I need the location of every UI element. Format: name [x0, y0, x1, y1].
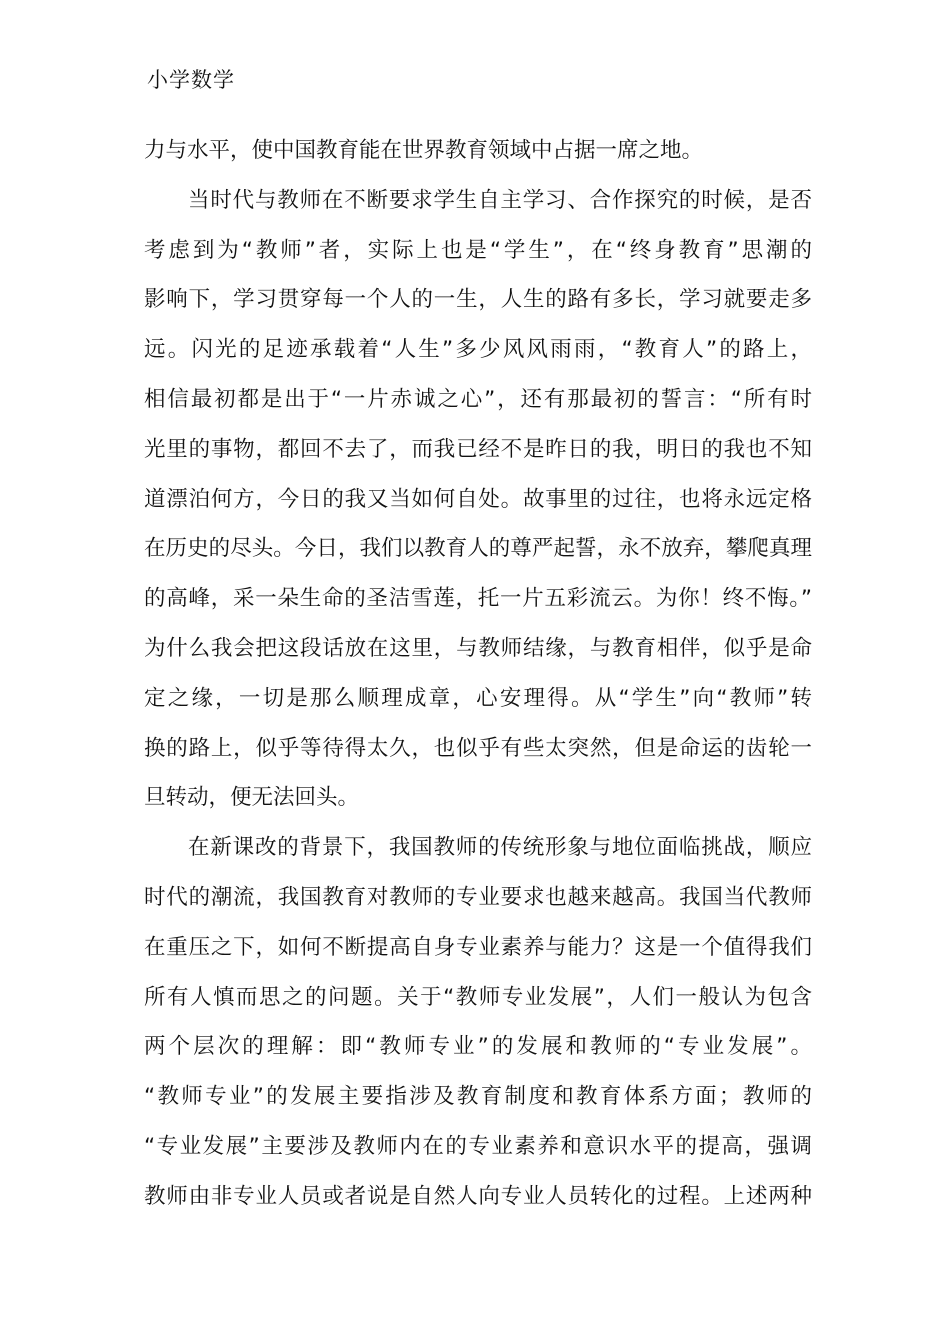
body-text — [144, 126, 812, 1222]
text-line: “教师专业”的发展主要指涉及教育制度和教育体系方面；教师的 — [144, 1084, 812, 1110]
text-line: 当时代与教师在不断要求学生自主学习、合作探究的时候，是否 — [188, 187, 812, 213]
text-line: 相信最初都是出于“一片赤诚之心”，还有那最初的誓言：“所有时 — [144, 386, 812, 412]
text-line: 旦转动，便无法回头。 — [144, 785, 360, 811]
text-line: 在历史的尽头。今日，我们以教育人的尊严起誓，永不放弃，攀爬真理 — [144, 536, 812, 562]
text-line: 考虑到为“教师”者，实际上也是“学生”，在“终身教育”思潮的 — [144, 237, 812, 263]
text-line: 教师由非专业人员或者说是自然人向专业人员转化的过程。上述两种 — [144, 1183, 812, 1209]
text-line: 所有人慎而思之的问题。关于“教师专业发展”，人们一般认为包含 — [144, 984, 812, 1010]
page-header: 小学数学 — [147, 68, 235, 92]
text-line: 两个层次的理解：即“教师专业”的发展和教师的“专业发展”。 — [144, 1034, 812, 1060]
text-line: 影响下，学习贯穿每一个人的一生，人生的路有多长，学习就要走多 — [144, 287, 812, 313]
text-line: 在新课改的背景下，我国教师的传统形象与地位面临挑战，顺应 — [188, 835, 812, 861]
text-line: 远。闪光的足迹承载着“人生”多少风风雨雨，“教育人”的路上， — [144, 337, 812, 363]
text-line: 的高峰，采一朵生命的圣洁雪莲，托一片五彩流云。为你！终不悔。” — [144, 586, 812, 612]
text-line: 光里的事物，都回不去了，而我已经不是昨日的我，明日的我也不知 — [144, 436, 812, 462]
text-line: 在重压之下，如何不断提高自身专业素养与能力？这是一个值得我们 — [144, 934, 812, 960]
text-line: 换的路上，似乎等待得太久，也似乎有些太突然，但是命运的齿轮一 — [144, 735, 812, 761]
text-line: 为什么我会把这段话放在这里，与教师结缘，与教育相伴，似乎是命 — [144, 635, 812, 661]
text-line: 道漂泊何方，今日的我又当如何自处。故事里的过往，也将永远定格 — [144, 486, 812, 512]
text-line: “专业发展”主要涉及教师内在的专业素养和意识水平的提高，强调 — [144, 1133, 812, 1159]
text-line: 时代的潮流，我国教育对教师的专业要求也越来越高。我国当代教师 — [144, 884, 812, 910]
text-line: 定之缘，一切是那么顺理成章，心安理得。从“学生”向“教师”转 — [144, 685, 812, 711]
text-line: 力与水平，使中国教育能在世界教育领域中占据一席之地。 — [144, 138, 704, 163]
